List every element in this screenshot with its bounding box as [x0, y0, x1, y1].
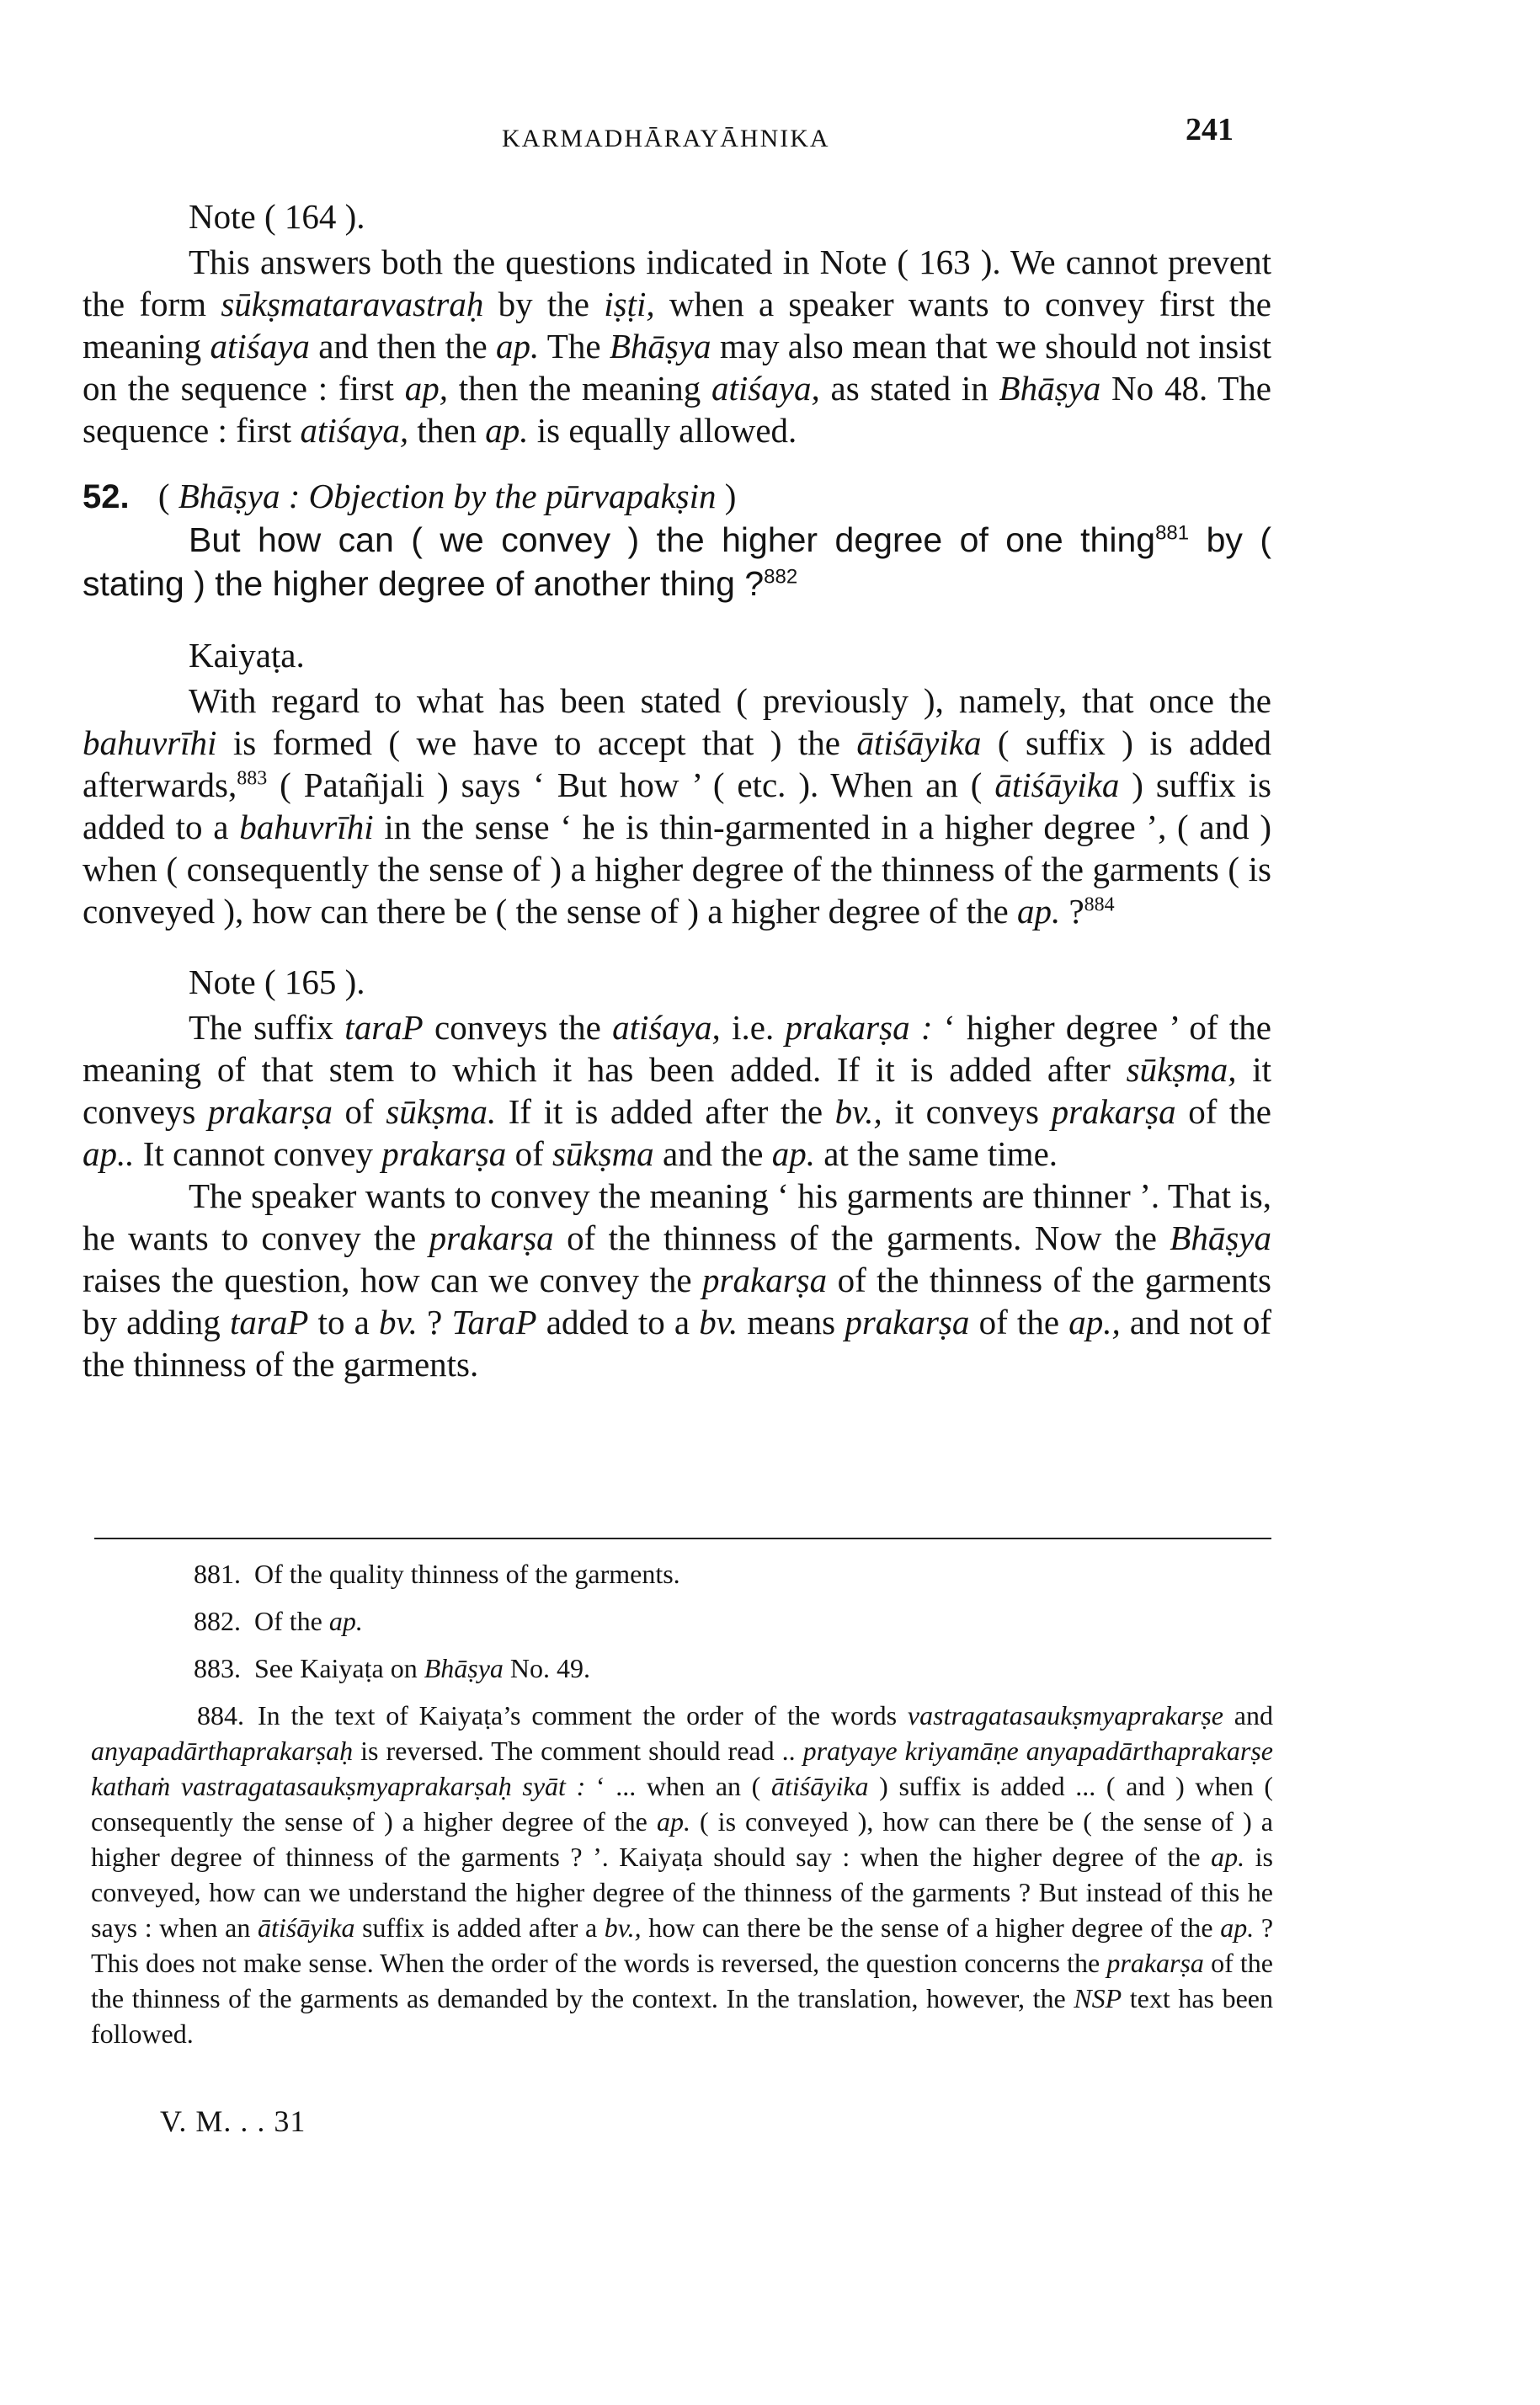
note-165-heading: Note ( 165 ). [189, 963, 365, 1001]
footnote-number: 882. [194, 1606, 241, 1636]
footnote-number: 884. [197, 1700, 244, 1730]
signature-mark: V. M. . . 31 [160, 2104, 306, 2138]
section-52-number: 52. [83, 478, 130, 515]
footnotes [91, 1556, 1273, 2051]
note-164-paragraph: This answers both the questions indicated in Note ( 163 ). We cannot prevent the form sūkṣmataravastraḥ by the iṣṭi, when a speaker wants to convey first the meaning atiśaya and then the ap. The Bhāṣya may also mean that we should not insist on the sequence : first ap, then the meaning atiśaya, as stated in Bhāṣya No 48. The sequence : first atiśaya, then ap. is equally allowed. [83, 243, 1272, 450]
footnote-884 [91, 1698, 1273, 2051]
kaiyata-heading: Kaiyaṭa. [189, 636, 305, 675]
footnote-882 [91, 1603, 1273, 1639]
main-text [83, 195, 1271, 1385]
section-52-bhasya-text: But how can ( we convey ) the higher degree of one thing$^{881}$ by ( stating ) the higher degree of another thing ?$^{882}$ [83, 520, 1271, 603]
note-165-paragraph-1: The suffix taraP conveys the atiśaya, i.e. prakarṣa : ‘ higher degree ’ of the meaning of that stem to which it has been added. If it is added after sūkṣma, it conveys prakarṣa of sūkṣma. If it is added after the bv., it conveys prakarṣa of the ap.. It cannot convey prakarṣa of sūkṣma and the ap. at the same time. [83, 1008, 1271, 1173]
footnote-number: 883. [194, 1653, 241, 1683]
page-number: 241 [1186, 112, 1234, 147]
footnote-text: In the text of Kaiyaṭa’s comment the order of the words vastragatasaukṣmyaprakarṣe and anyapadārthaprakarṣaḥ is reversed. The comment should read .. pratyaye kriyamāṇe anyapadārthaprakarṣe kathaṁ vastragatasaukṣmyaprakarṣaḥ syāt : ‘ ... when an ( ātiśāyika ) suffix is added ... ( and ) when ( consequently the sense of ) a higher degree of the ap. ( is conveyed ), how can there be ( the sense of ) a higher degree of thinness of the garments ? ’. Kaiyaṭa should say : when the higher degree of the ap. is conveyed, how can we understand the higher degree of the thinness of the garments ? But instead of this he says : when an ātiśāyika suffix is added after a bv., how can there be the sense of a higher degree of the ap. ? This does not make sense. When the order of the words is reversed, the question concerns the prakarṣa of the the thinness of the garments as demanded by the context. In the translation, however, the NSP text has been followed. [91, 1700, 1274, 2049]
running-head: KARMADHĀRAYĀHNIKA [502, 125, 830, 152]
section-52-title: ( Bhāṣya : Objection by the pūrvapakṣin ) [157, 477, 737, 515]
kaiyata-paragraph: With regard to what has been stated ( previously ), namely, that once the bahuvrīhi is formed ( we have to accept that ) the ātiśāyika ( suffix ) is added afterwards,$^{883}$ ( Patañjali ) says ‘ But how ’ ( etc. ). When an ( ātiśāyika ) suffix is added to a bahuvrīhi in the sense ‘ he is thin-garmented in a higher degree ’, ( and ) when ( consequently the sense of ) a higher degree of the thinness of the garments ( is conveyed ), how can there be ( the sense of ) a higher degree of the ap. ?$^{884}$ [83, 681, 1272, 931]
footnote-number: 881. [194, 1559, 241, 1589]
note-165-paragraph-2: The speaker wants to convey the meaning ‘ his garments are thinner ’. That is, he wants to convey the prakarṣa of the thinness of the garments. Now the Bhāṣya raises the question, how can we convey the prakarṣa of the thinness of the garments by adding taraP to a bv. ? TaraP added to a bv. means prakarṣa of the ap., and not of the thinness of the garments. [83, 1176, 1272, 1384]
footnote-text: See Kaiyaṭa on Bhāṣya No. 49. [254, 1653, 591, 1683]
footnote-divider [94, 1538, 1271, 1539]
footnote-881 [91, 1556, 1273, 1592]
note-164-heading: Note ( 164 ). [189, 197, 365, 236]
footnote-text: Of the ap. [254, 1606, 363, 1636]
footnote-text: Of the quality thinness of the garments. [254, 1559, 680, 1589]
section-52-heading [83, 475, 1271, 518]
footnote-883 [91, 1650, 1273, 1686]
